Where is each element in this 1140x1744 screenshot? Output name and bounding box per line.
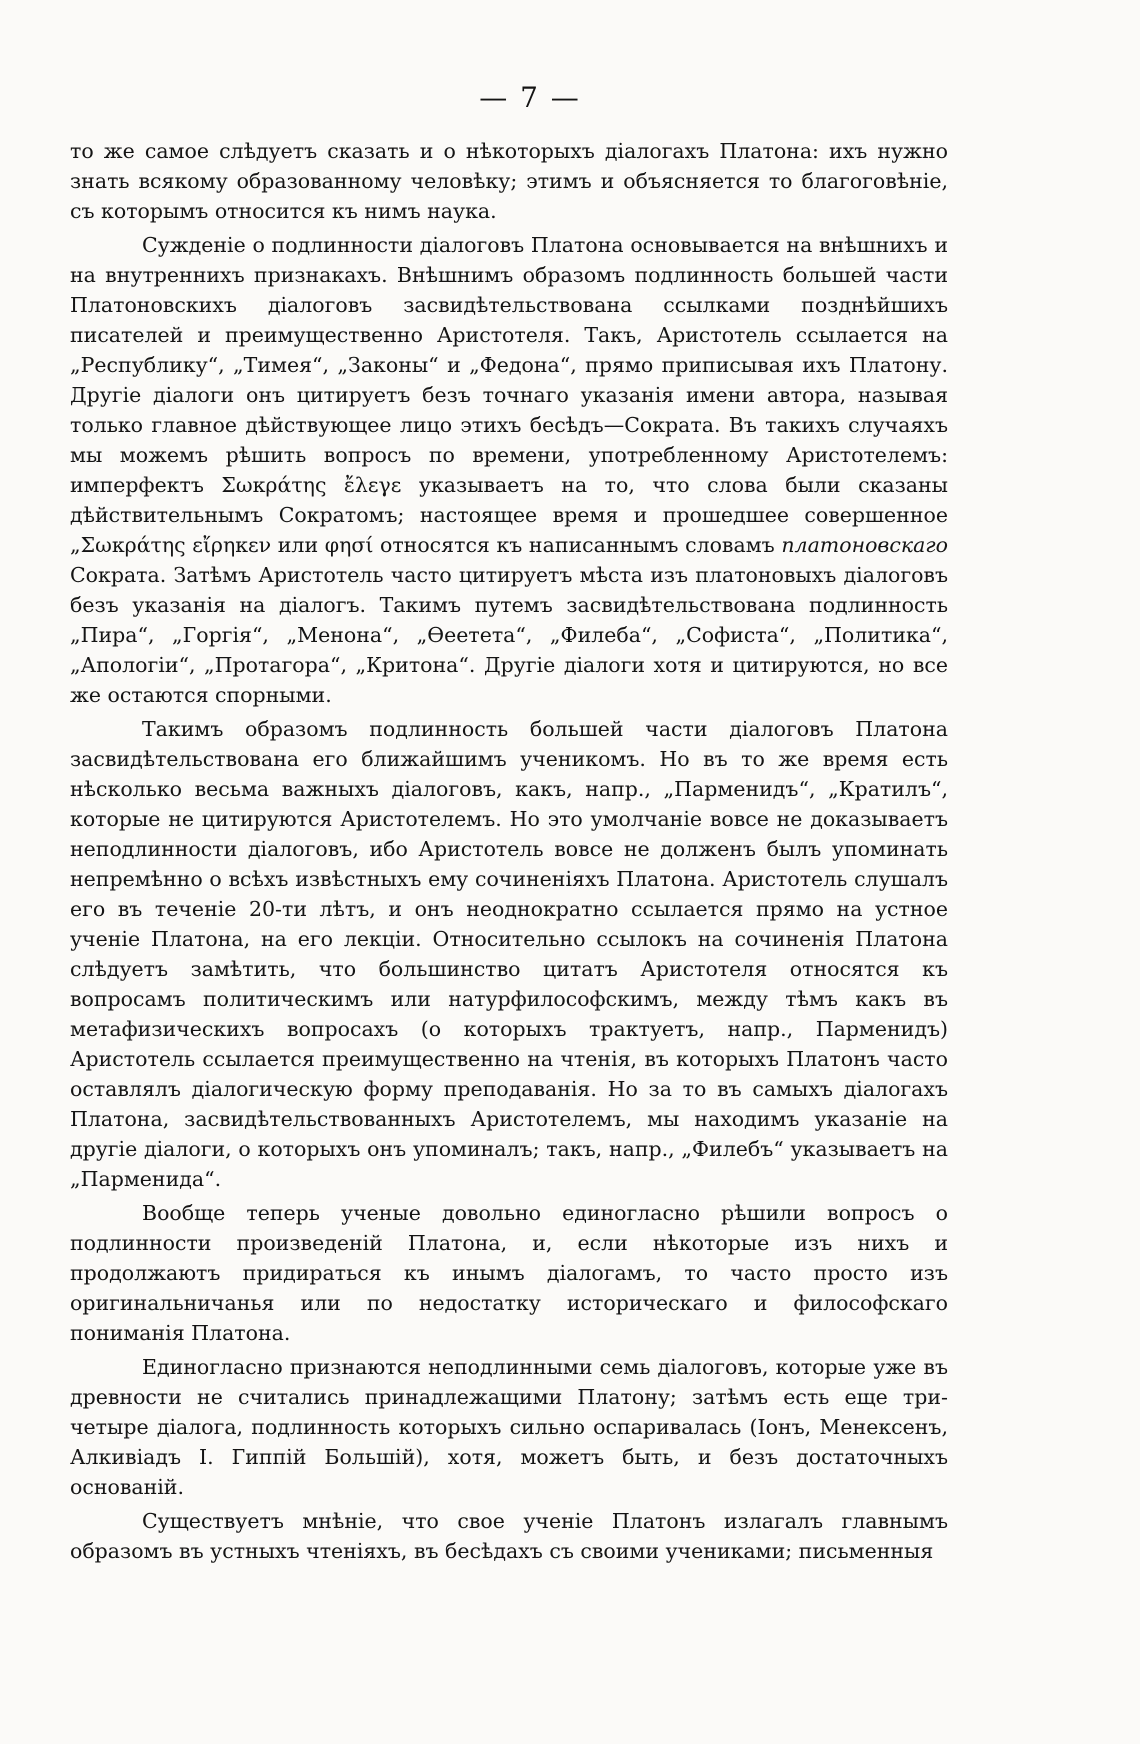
paragraph-5: Единогласно признаются неподлинными семь діалоговъ, которые уже въ древности не считались принадлежащими Платону; затѣмъ есть еще три-четыре діалога, подлинность которыхъ сильно оспаривалась (Іонъ, Менексенъ, Алкивіадъ I. Гиппій Большій), хотя, можетъ быть, и безъ достаточныхъ основаній. [70,1355,948,1499]
paragraph-3: Такимъ образомъ подлинность большей части діалоговъ Платона засвидѣтельствована его ближайшимъ ученикомъ. Но въ то же время есть нѣсколько весьма важныхъ діалоговъ, какъ, напр., „Парменидъ“, „Кратилъ“, которые не цитируются Аристотелемъ. Но это умолчаніе вовсе не доказываетъ неподлинности діалоговъ, ибо Аристотель вовсе не долженъ былъ упоминать непремѣнно о всѣхъ извѣстныхъ ему сочиненіяхъ Платона. Аристотель слушалъ его въ теченіе 20-ти лѣтъ, и онъ неоднократно ссылается прямо на устное ученіе Платона, на его лекціи. Относительно ссылокъ на сочиненія Платона слѣдуетъ замѣтить, что большинство цитатъ Аристотеля относятся къ вопросамъ политическимъ или натурфилософскимъ, между тѣмъ какъ въ метафизическихъ вопросахъ (о которыхъ трактуетъ, напр., Парменидъ) Аристотель ссылается преимущественно на чтенія, въ которыхъ Платонъ часто оставлялъ діалогическую форму преподаванія. Но за то въ самыхъ діалогахъ Платона, засвидѣтельствованныхъ Аристотелемъ, мы находимъ указаніе на другіе діалоги, о которыхъ онъ упоминалъ; такъ, напр., „Филебъ“ указываетъ на „Парменида“. [70,717,948,1191]
paragraph-2-text-end: Сократа. Затѣмъ Аристотель часто цитируетъ мѣста изъ платоновыхъ діалоговъ безъ указанія на діалогъ. Такимъ путемъ засвидѣтельствована подлинность „Пира“, „Горгія“, „Менона“, „Ѳеетета“, „Филеба“, „Софиста“, „Политика“, „Апологіи“, „Протагора“, „Критона“. Другіе діалоги хотя и цитируются, но все же остаются спорными. [70,563,948,707]
paragraph-1: то же самое слѣдуетъ сказать и о нѣкоторыхъ діалогахъ Платона: ихъ нужно знать всякому образованному человѣку; этимъ и объясняется то благоговѣніе, съ которымъ относится къ нимъ наука. [70,139,948,223]
paragraph-2-text-start: Сужденіе о подлинности діалоговъ Платона основывается на внѣшнихъ и на внутреннихъ признакахъ. Внѣшнимъ образомъ подлинность большей части Платоновскихъ діалоговъ засвидѣтельствована ссылками позднѣйшихъ писателей и преимущественно Аристотеля. Такъ, Аристотель ссылается на „Республику“, „Тимея“, „Законы“ и „Федона“, прямо приписывая ихъ Платону. Другіе діалоги онъ цитируетъ безъ точнаго указанія имени автора, называя только главное дѣйствующее лицо этихъ бесѣдъ—Сократа. Въ такихъ случаяхъ мы можемъ рѣшить вопросъ по времени, употребленному Аристотелемъ: имперфектъ Σωκράτης ἔλεγε указываетъ на то, что слова были сказаны дѣйствительнымъ Сократомъ; настоящее время и прошедшее совершенное „Σωκράτης εἴρηκεν или φησί относятся къ написаннымъ словамъ [70,233,948,557]
paragraph-2-italic-word: платоновскаго [781,533,948,557]
paragraph-4: Вообще теперь ученые довольно единогласно рѣшили вопросъ о подлинности произведеній Платона, и, если нѣкоторые изъ нихъ и продолжаютъ придираться къ инымъ діалогамъ, то часто просто изъ оригинальничанья или по недостатку историческаго и философскаго пониманія Платона. [70,1201,948,1345]
paragraph-6: Существуетъ мнѣніе, что свое ученіе Платонъ излагалъ главнымъ образомъ въ устныхъ чтеніяхъ, въ бесѣдахъ съ своими учениками; письменныя [70,1509,948,1563]
page-number: — 7 — [479,81,581,114]
paragraph-2 [70,230,948,710]
page-body [70,136,948,1566]
